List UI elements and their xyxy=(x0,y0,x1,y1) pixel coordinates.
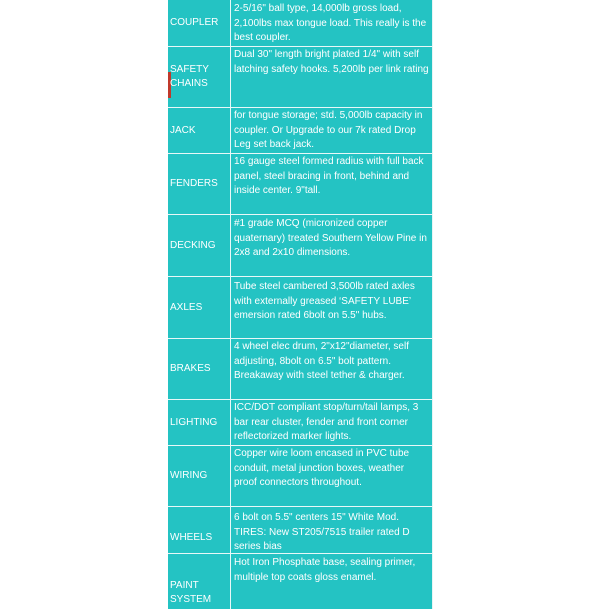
spec-row-decking xyxy=(168,215,432,277)
spec-row-wheels xyxy=(168,507,432,554)
spec-table xyxy=(168,0,433,609)
spec-description: for tongue storage; std. 5,000lb capacity in coupler. Or Upgrade to our 7k rated Drop Leg set back jack. xyxy=(234,110,423,150)
spec-description: 6 bolt on 5.5" centers 15" White Mod. TIRES: New ST205/7515 trailer rated D series bias xyxy=(234,512,410,552)
spec-label: WIRING xyxy=(168,446,231,506)
spec-description: Copper wire loom encased in PVC tube conduit, metal junction boxes, weather proof connectors throughout. xyxy=(234,448,410,488)
spec-label: DECKING xyxy=(168,215,231,276)
spec-description: Dual 30" length bright plated 1/4" with self latching safety hooks. 5,200lb per link rating xyxy=(234,49,429,75)
spec-description: 16 gauge steel formed radius with full back panel, steel bracing in front, behind and inside center. 9"tall. xyxy=(234,156,424,196)
spec-description: ICC/DOT compliant stop/turn/tail lamps, 3 bar rear cluster, fender and front corner reflectorized marker lights. xyxy=(234,402,419,442)
spec-label: JACK xyxy=(168,108,231,153)
spec-label: BRAKES xyxy=(168,339,231,399)
spec-label: LIGHTING xyxy=(168,400,231,445)
spec-description: #1 grade MCQ (micronized copper quaternary) treated Southern Yellow Pine in 2x8 and 2x10 dimensions. xyxy=(234,218,427,258)
spec-row-paint-system xyxy=(168,554,432,609)
spec-row-safety-chains xyxy=(168,47,432,108)
spec-label: FENDERS xyxy=(168,154,231,214)
spec-row-jack xyxy=(168,108,432,154)
spec-label: AXLES xyxy=(168,277,231,338)
spec-label: SAFETY CHAINS xyxy=(168,47,231,107)
spec-description: Tube steel cambered 3,500lb rated axles with externally greased ‘SAFETY LUBE’ emersion rated 6bolt on 5.5" hubs. xyxy=(234,281,415,321)
spec-description: 4 wheel elec drum, 2"x12"diameter, self adjusting, 8bolt on 6.5" bolt pattern. Breakaway with steel tether & charger. xyxy=(234,341,409,381)
spec-row-fenders xyxy=(168,154,432,215)
spec-row-brakes xyxy=(168,339,432,400)
spec-row-lighting xyxy=(168,400,432,446)
spec-label: COUPLER xyxy=(168,0,231,46)
spec-row-wiring xyxy=(168,446,432,507)
spec-label: PAINT SYSTEM xyxy=(168,554,231,609)
spec-row-axles xyxy=(168,277,432,339)
spec-label: WHEELS xyxy=(168,507,231,553)
spec-description: 2-5/16" ball type, 14,000lb gross load, 2,100lbs max tongue load. This really is the best coupler. xyxy=(234,3,427,43)
spec-row-coupler xyxy=(168,0,432,47)
spec-description: Hot Iron Phosphate base, sealing primer, multiple top coats gloss enamel. xyxy=(234,557,416,583)
